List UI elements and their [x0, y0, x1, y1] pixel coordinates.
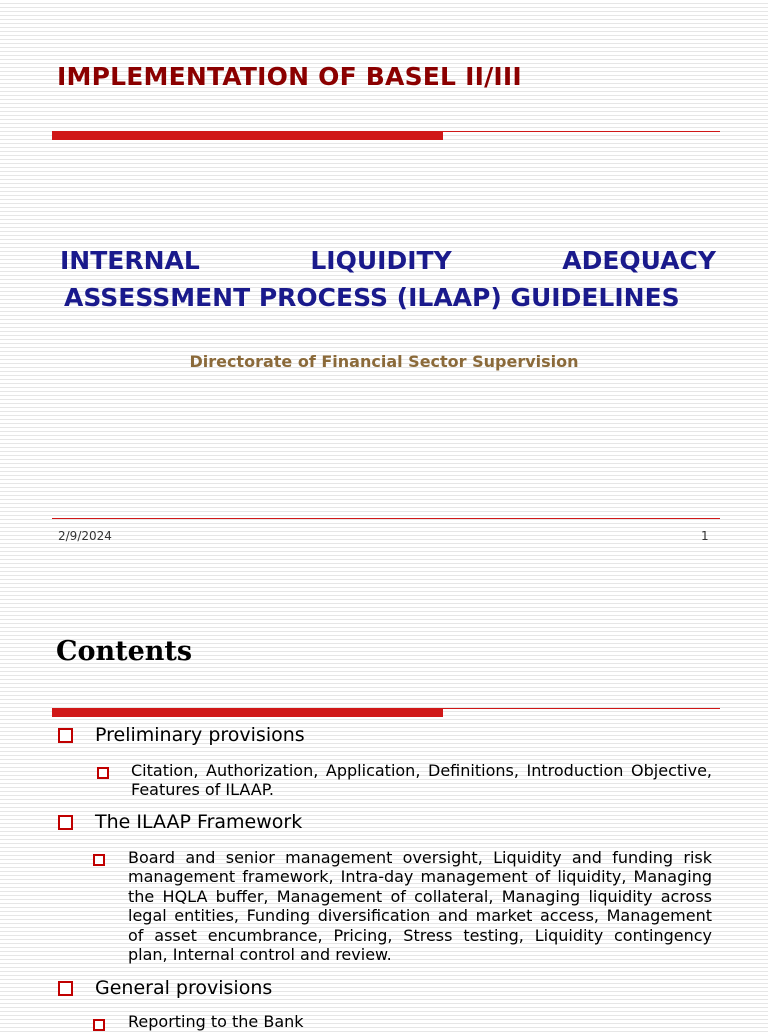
checkbox-bullet-icon	[58, 728, 73, 743]
slide-title	[60, 242, 716, 316]
section-label: The ILAAP Framework	[95, 811, 303, 833]
contents-heading: Contents	[56, 636, 193, 667]
section-detail: Citation, Authorization, Application, Definitions, Introduction Objective, Features of ILAAP.	[131, 761, 712, 800]
section-label: General provisions	[95, 977, 273, 999]
section-label: Preliminary provisions	[95, 724, 305, 746]
title-line-2: ASSESSMENT PROCESS (ILAAP) GUIDELINES	[64, 283, 680, 312]
footer-rule	[52, 518, 720, 519]
title-word-1: INTERNAL	[60, 246, 200, 275]
checkbox-bullet-icon	[58, 815, 73, 830]
slide-date: 2/9/2024	[58, 529, 112, 543]
subsection-bullet	[97, 764, 109, 783]
header-rule-thick	[52, 131, 443, 140]
section-item	[58, 981, 73, 1000]
title-word-2: LIQUIDITY	[310, 246, 452, 275]
checkbox-bullet-icon	[93, 854, 105, 866]
subsection-bullet	[93, 851, 105, 870]
slide-header: IMPLEMENTATION OF BASEL II/III	[57, 62, 522, 91]
header-rule-thin	[443, 131, 720, 132]
title-word-3: ADEQUACY	[562, 246, 716, 275]
slide-subtitle: Directorate of Financial Sector Supervision	[189, 352, 579, 371]
section-detail: Reporting to the Bank	[128, 1012, 304, 1031]
section-item	[58, 728, 73, 747]
checkbox-bullet-icon	[97, 767, 109, 779]
section-detail: Board and senior management oversight, Liquidity and funding risk management framework, Intra-day management of liquidity, Managing the HQLA buffer, Management of collateral, Managing liquidity across legal entities, Funding diversification and market access, Management of asset encumbrance, Pricing, Stress testing, Liquidity contingency plan, Internal control and review.	[128, 848, 712, 965]
section-item	[58, 815, 73, 834]
contents-rule-thin	[443, 708, 720, 709]
checkbox-bullet-icon	[93, 1019, 105, 1031]
subsection-bullet	[93, 1016, 105, 1035]
slide-number: 1	[701, 529, 709, 543]
contents-rule-thick	[52, 708, 443, 717]
checkbox-bullet-icon	[58, 981, 73, 996]
